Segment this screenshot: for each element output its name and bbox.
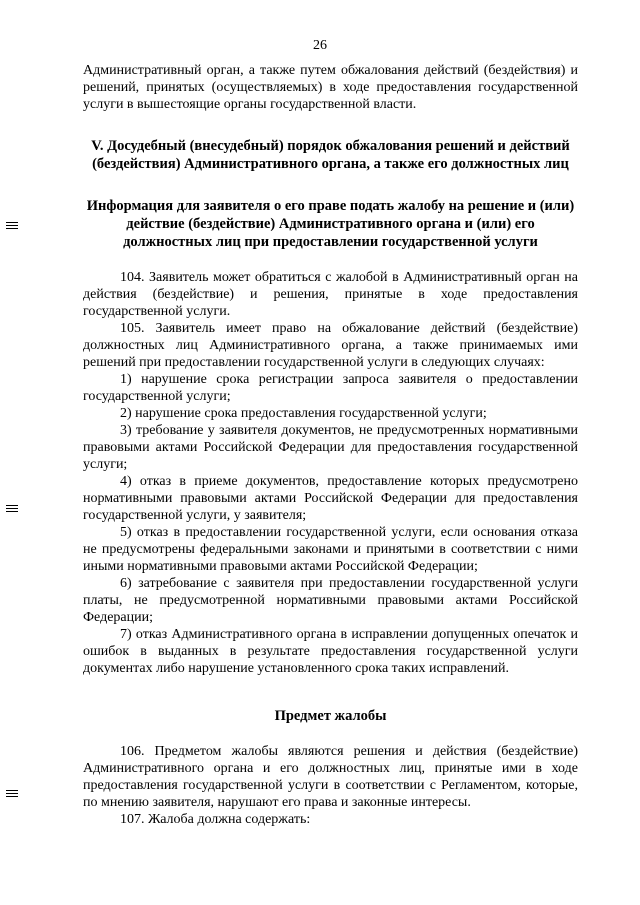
binding-mark-icon: [6, 222, 18, 238]
section-heading: V. Досудебный (внесудебный) порядок обжалования решений и действий (бездействия) Административного органа, а также его должностных лиц: [91, 138, 570, 172]
paragraph-104: 104. Заявитель может обратиться с жалобой в Административный орган на действия (бездействие) и решения, принятые в ходе предоставления государственной услуги.: [83, 270, 578, 319]
document-body: [83, 62, 578, 828]
paragraph-106: 106. Предметом жалобы являются решения и действия (бездействие) Административного органа и его должностных лиц, принятые ими в ходе предоставления государственной услуги в соответствии с Регламентом, которые, по мнению заявителя, нарушают его права и законные интересы.: [83, 744, 578, 810]
subheading-complaint-subject: Предмет жалобы: [274, 708, 387, 724]
binding-mark-icon: [6, 505, 18, 521]
case-item: 2) нарушение срока предоставления государственной услуги;: [120, 406, 487, 421]
paragraph-105: 105. Заявитель имеет право на обжалование действий (бездействие) должностных лиц Административного органа, а также принимаемых ими решений при предоставлении государственной услуги в следующих случаях:: [83, 321, 578, 370]
page-number: 26: [313, 38, 327, 53]
case-item: 5) отказ в предоставлении государственной услуги, если основания отказа не предусмотрены федеральными законами и принятыми в соответствии с ними иными нормативными правовыми актами Российской Федерации;: [83, 525, 578, 574]
paragraph-107: 107. Жалоба должна содержать:: [120, 812, 311, 827]
case-item: 7) отказ Административного органа в исправлении допущенных опечаток и ошибок в выданных в результате предоставления государственной услуги документах либо нарушение установленного срока таких исправлений.: [83, 627, 578, 676]
case-item: 3) требование у заявителя документов, не предусмотренных нормативными правовыми актами Российской Федерации для предоставления государственной услуги;: [83, 423, 578, 472]
case-item: 6) затребование с заявителя при предоставлении государственной услуги платы, не предусмотренной нормативными правовыми актами Российской Федерации;: [83, 576, 578, 625]
binding-mark-icon: [6, 790, 18, 806]
case-item: 4) отказ в приеме документов, предоставление которых предусмотрено нормативными правовыми актами Российской Федерации для предоставления государственной услуги, у заявителя;: [83, 474, 578, 523]
subheading-complaint-info: Информация для заявителя о его праве подать жалобу на решение и (или) действие (бездействие) Административного органа и (или) его должностных лиц при предоставлении государственной услуги: [86, 198, 575, 250]
paragraph-continuation: Административный орган, а также путем обжалования действий (бездействия) и решений, принятых (осуществляемых) в ходе предоставления государственной услуги в вышестоящие органы государственной власти.: [83, 63, 578, 112]
case-item: 1) нарушение срока регистрации запроса заявителя о предоставлении государственной услуги;: [83, 372, 578, 404]
